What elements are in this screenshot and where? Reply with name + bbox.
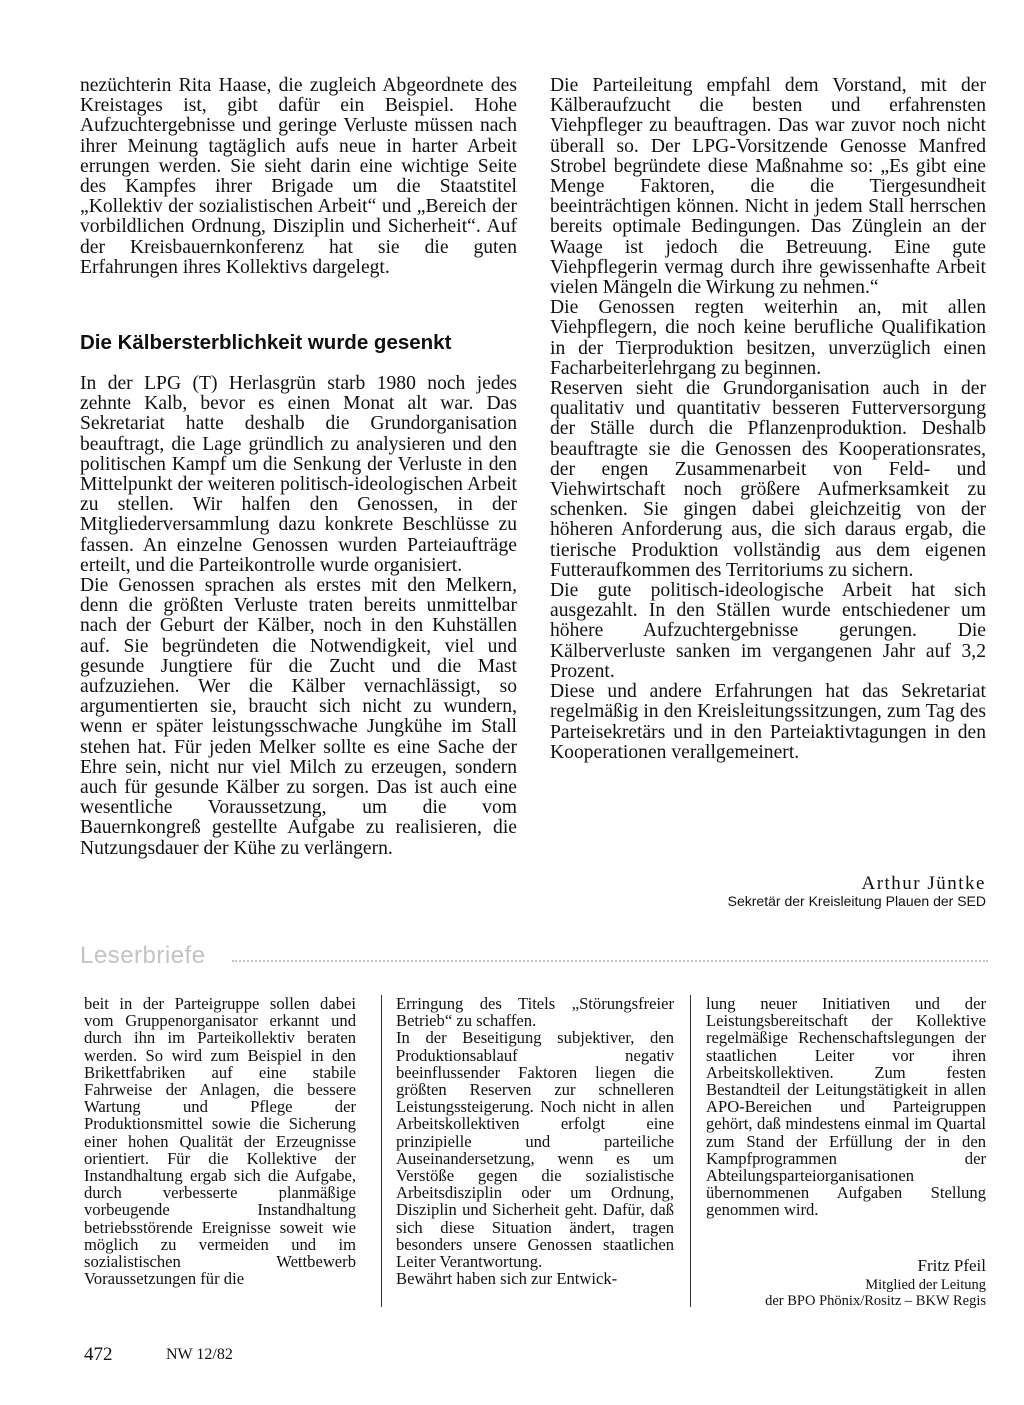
article-column-right bbox=[550, 76, 986, 763]
body-paragraph: In der LPG (T) Herlasgrün starb 1980 noch jedes zehnte Kalb, bevor es einen Monat alt war. Das Sekretariat hatte deshalb die Grundorganisation beauftragt, die Lage gründlich zu analysieren und den politischen Kampf um die Senkung der Verluste in den Mittelpunkt der weiteren politisch-ideologischen Arbeit zu stellen. Wir halfen den Genossen, in der Mitgliederversammlung dazu konkrete Beschlüsse zu fassen. An einzelne Genossen wurden Parteiaufträge erteilt, und die Parteikontrolle wurde organisiert. bbox=[80, 373, 517, 576]
section-label: Leserbriefe bbox=[80, 942, 206, 969]
body-paragraph: Die Parteileitung empfahl dem Vorstand, mit der Kälberaufzucht die besten und erfahrensten Viehpfleger zu beauftragen. Das war zuvor noch nicht überall so. Der LPG-Vorsitzende Genosse Manfred Strobel begründete diese Maßnahme so: „Es gibt eine Menge Faktoren, die die Tiergesundheit beeinträchtigen können. Nicht in jedem Stall herrschen bereits optimale Bedingungen. Das Zünglein an der Waage ist jedoch die Betreuung. Eine gute Viehpflegerin vermag durch ihre gewissenhafte Arbeit vielen Mängeln die Wirkung zu nehmen.“ bbox=[550, 75, 986, 299]
section-heading: Die Kälbersterblichkeit wurde gesenkt bbox=[80, 331, 452, 354]
letter-column-1 bbox=[84, 995, 356, 1287]
article-column-left-bottom bbox=[80, 374, 517, 859]
body-paragraph: In der Beseitigung subjektiver, den Produktionsablauf negativ beeinflussender Faktoren liegen die größten Reserven zur schnelleren Leistungssteigerung. Noch nicht in allen Arbeitskollektiven erfolgt eine prinzipielle und parteiliche Auseinandersetzung, wenn es um Verstöße gegen die sozialistische Arbeitsdisziplin oder um Ordnung, Disziplin und Sicherheit geht. Dafür, daß sich diese Situation ändert, tragen besonders unsere Genossen staatlichen Leiter Verantwortung. bbox=[396, 1028, 674, 1272]
body-paragraph: Die Genossen regten weiterhin an, mit allen Viehpflegern, die noch keine berufliche Qualifikation in der Tierproduktion besitzen, unverzüglich einen Facharbeiterlehrgang zu beginnen. bbox=[550, 297, 986, 379]
letter-author-role bbox=[640, 1278, 986, 1309]
letter-author-role-line: der BPO Phönix/Rositz – BKW Regis bbox=[765, 1292, 986, 1309]
body-text: beit in der Parteigruppe sollen dabei vom Gruppenorganisator erkannt und durch ihn im Parteikollektiv beraten werden. So wird zum Beispiel in den Brikettfabriken auf eine stabile Fahrweise der Anlagen, die bessere Wartung und Pflege der Produktionsmittel sowie die Sicherung einer hohen Qualität der Erzeugnisse orientiert. Für die Kollektive der Instandhaltung ergab sich die Aufgabe, durch verbesserte planmäßige vorbeugende Instandhaltung betriebsstörende Ereignisse soweit wie möglich zu vermeiden und im sozialistischen Wettbewerb Voraussetzungen für die bbox=[84, 994, 356, 1289]
body-paragraph: Erringung des Titels „Störungsfreier Betrieb“ zu schaffen. bbox=[396, 994, 674, 1031]
letter-column-3 bbox=[706, 995, 986, 1219]
body-paragraph: Reserven sieht die Grundorganisation auch in der qualitativ und quantitativ besseren Futterversorgung der Ställe durch die Pflanzenproduktion. Deshalb beauftragte sie die Genossen des Kooperationsrates, der engen Zusammenarbeit von Feld- und Viehwirtschaft noch größere Aufmerksamkeit zu schenken. Sie gingen dabei gleichzeitig von der höheren Anforderung aus, die sich daraus ergab, die tierische Produktion vollständig aus dem eigenen Futteraufkommen des Territoriums zu sichern. bbox=[550, 378, 986, 581]
body-text: lung neuer Initiativen und der Leistungsbereitschaft der Kollektive regelmäßige Rechenschaftslegungen der staatlichen Leiter vor ihren Arbeitskollektiven. Zum festen Bestandteil der Leitungstätigkeit in allen APO-Bereichen und Parteigruppen gehört, daß mindestens einmal im Quartal zum Stand der Erfüllung der in den Kampfprogrammen der Abteilungsparteiorganisationen übernommenen Aufgaben Stellung genommen wird. bbox=[706, 994, 986, 1220]
body-paragraph: Bewährt haben sich zur Entwick- bbox=[396, 1269, 618, 1289]
body-text: nezüchterin Rita Haase, die zugleich Abgeordnete des Kreistages ist, gibt dafür ein Beispiel. Hohe Aufzuchtergebnisse und geringe Verluste müssen nach ihrer Meinung tagtäglich aufs neue in harter Arbeit errungen werden. Sie sieht darin eine wichtige Seite des Kampfes ihrer Brigade um die Staatstitel „Kollektiv der sozialistischen Arbeit“ und „Bereich der vorbildlichen Ordnung, Disziplin und Sicherheit“. Auf der Kreisbauernkonferenz hat sie die guten Erfahrungen ihres Kollektivs dargelegt. bbox=[80, 75, 517, 278]
page-number: 472 bbox=[84, 1344, 113, 1365]
body-paragraph: Die Genossen sprachen als erstes mit den Melkern, denn die größten Verluste traten bereits unmittelbar nach der Geburt der Kälber, noch in den Kuhställen auf. Sie begründeten die Notwendigkeit, viel und gesunde Jungtiere für die Zucht und die Mast aufzuziehen. Wer die Kälber vernachlässigt, so argumentierten sie, braucht sich nicht zu wundern, wenn er später leistungsschwache Jungkühe im Stall stehen hat. Für jeden Melker sollte es eine Sache der Ehre sein, nicht nur viel Milch zu erzeugen, sondern auch für gesunde Kälber zu sorgen. Das ist auch eine wesentliche Voraussetzung, um die vom Bauernkongreß gestellte Aufgabe zu realisieren, die Nutzungsdauer der Kühe zu verlängern. bbox=[80, 575, 517, 859]
letter-author-name: Fritz Pfeil bbox=[917, 1256, 986, 1275]
letter-column-2 bbox=[396, 995, 674, 1287]
divider bbox=[232, 960, 988, 962]
author-role: Sekretär der Kreisleitung Plauen der SED bbox=[727, 893, 986, 909]
body-paragraph: Die gute politisch-ideologische Arbeit hat sich ausgezahlt. In den Ställen wurde entschiedener um höhere Aufzuchtergebnisse gerungen. Die Kälberverluste sanken im vergangenen Jahr auf 3,2 Prozent. bbox=[550, 580, 986, 682]
column-divider bbox=[381, 995, 382, 1307]
author-name: Arthur Jüntke bbox=[861, 873, 986, 894]
article-column-left-top bbox=[80, 76, 517, 278]
letter-author-role-line: Mitglied der Leitung bbox=[865, 1277, 986, 1293]
issue-label: NW 12/82 bbox=[166, 1346, 233, 1363]
body-paragraph: Diese und andere Erfahrungen hat das Sekretariat regelmäßig in den Kreisleitungssitzungen, zum Tag des Parteisekretärs und in den Parteiaktivtagungen in den Kooperationen verallgemeinert. bbox=[550, 681, 986, 763]
column-divider bbox=[690, 995, 691, 1307]
